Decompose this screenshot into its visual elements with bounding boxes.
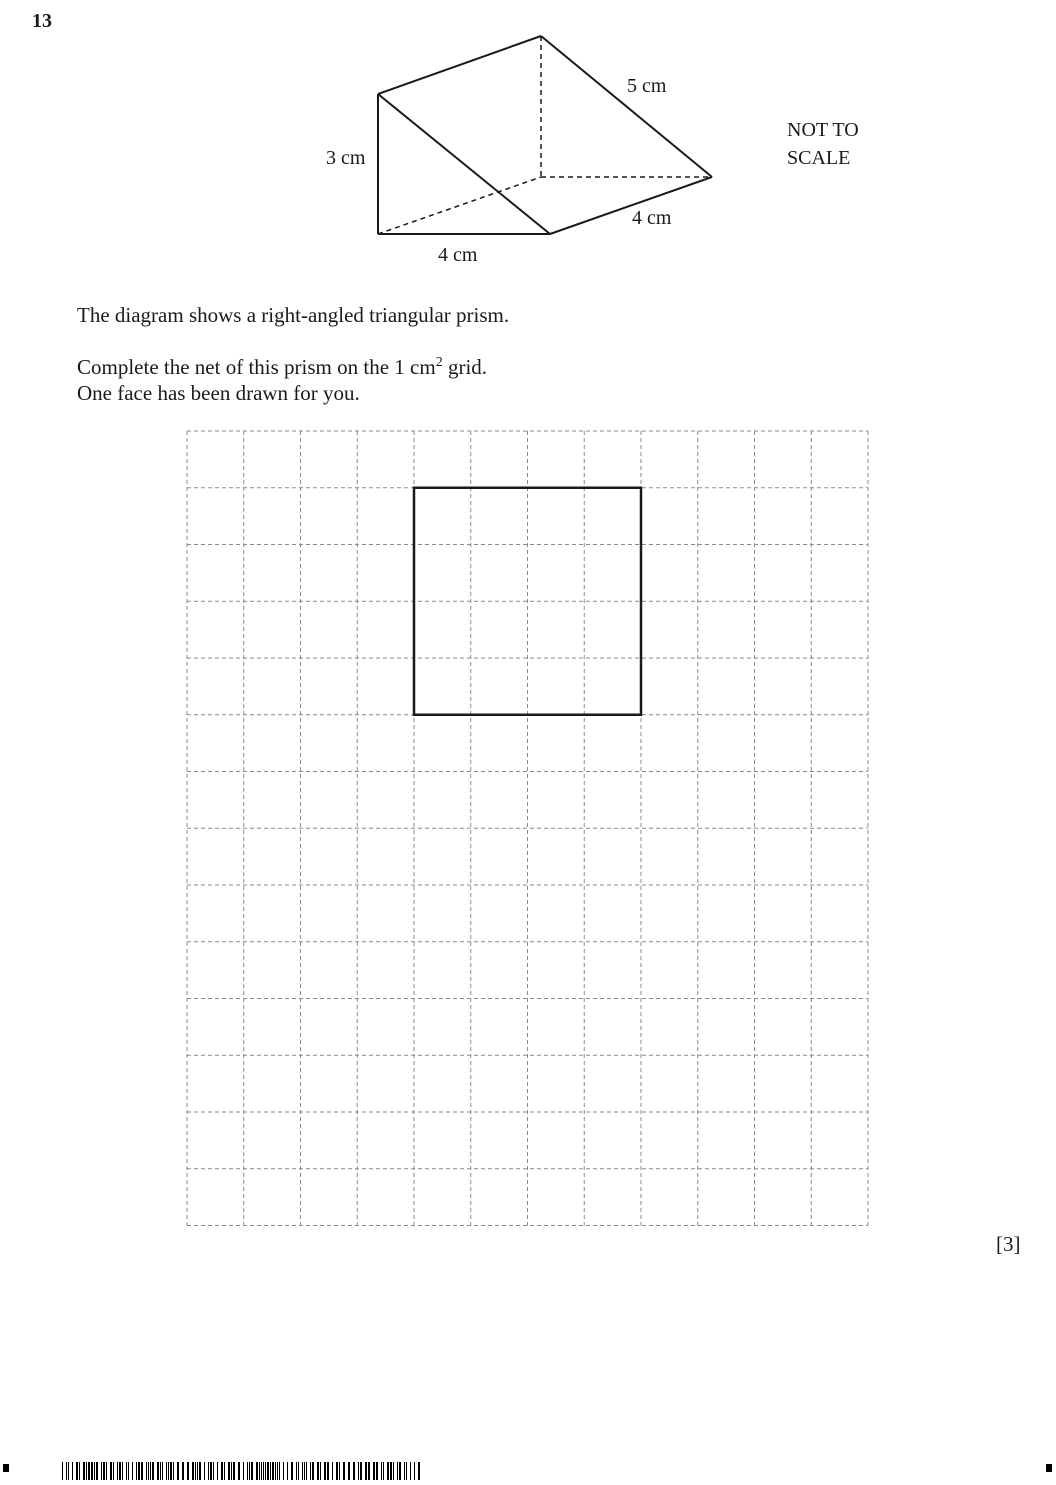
barcode-bar	[418, 1462, 420, 1480]
barcode-bar	[404, 1462, 405, 1480]
barcode-bar	[390, 1462, 392, 1480]
prism-edge-top	[378, 36, 541, 94]
not-to-scale-line1: NOT TO	[787, 119, 859, 141]
barcode-bar	[249, 1462, 250, 1480]
question-instruction	[77, 355, 487, 380]
barcode-bar	[224, 1462, 225, 1480]
barcode-bar	[279, 1462, 280, 1480]
barcode-bar	[312, 1462, 314, 1480]
label-hypotenuse: 5 cm	[627, 75, 667, 97]
barcode-bar	[263, 1462, 264, 1480]
barcode-bar	[233, 1462, 235, 1480]
barcode-bar	[103, 1462, 105, 1480]
barcode-bar	[204, 1462, 205, 1480]
barcode-bar	[302, 1462, 303, 1480]
barcode-bar	[238, 1462, 240, 1480]
barcode-bar	[106, 1462, 107, 1480]
barcode-bar	[113, 1462, 114, 1480]
not-to-scale-line2: SCALE	[787, 147, 851, 169]
barcode-bar	[217, 1462, 218, 1480]
barcode-bar	[410, 1462, 411, 1480]
barcode-bar	[192, 1462, 194, 1480]
barcode-bar	[283, 1462, 284, 1480]
barcode-bar	[291, 1462, 293, 1480]
barcode-bar	[199, 1462, 201, 1480]
barcode-bar	[150, 1462, 151, 1480]
barcode-bar	[72, 1462, 73, 1480]
barcode-bar	[259, 1462, 260, 1480]
barcode-bar	[243, 1462, 244, 1480]
barcode-bar	[383, 1462, 384, 1480]
barcode-bar	[296, 1462, 297, 1480]
barcode-bar	[397, 1462, 398, 1480]
barcode-bar	[272, 1462, 274, 1480]
barcode-bar	[177, 1462, 179, 1480]
instruction-text-end: grid.	[442, 355, 488, 379]
barcode-bar	[376, 1462, 378, 1480]
barcode-bar	[360, 1462, 362, 1480]
barcode-bar	[256, 1462, 258, 1480]
barcode-bar	[358, 1462, 359, 1480]
barcode-bar	[298, 1462, 299, 1480]
barcode-bar	[110, 1462, 112, 1480]
barcode	[62, 1462, 424, 1482]
label-height: 3 cm	[326, 147, 366, 169]
barcode-bar	[275, 1462, 276, 1480]
barcode-bar	[414, 1462, 415, 1480]
barcode-bar	[126, 1462, 127, 1480]
barcode-bar	[317, 1462, 319, 1480]
barcode-bar	[381, 1462, 382, 1480]
barcode-bar	[94, 1462, 95, 1480]
barcode-bar	[117, 1462, 118, 1480]
barcode-bar	[373, 1462, 375, 1480]
barcode-bar	[324, 1462, 326, 1480]
question-description: The diagram shows a right-angled triangular prism.	[77, 303, 510, 327]
barcode-bar	[141, 1462, 143, 1480]
barcode-bar	[119, 1462, 121, 1480]
barcode-bar	[287, 1462, 288, 1480]
barcode-bar	[160, 1462, 161, 1480]
label-depth: 4 cm	[632, 207, 672, 229]
barcode-bar	[195, 1462, 196, 1480]
registration-mark-right	[1046, 1464, 1052, 1472]
barcode-bar	[132, 1462, 133, 1480]
barcode-bar	[339, 1462, 340, 1480]
barcode-bar	[91, 1462, 93, 1480]
label-base-front: 4 cm	[438, 244, 478, 266]
registration-mark-left	[3, 1464, 9, 1472]
barcode-bar	[306, 1462, 307, 1480]
barcode-bar	[182, 1462, 184, 1480]
barcode-bar	[128, 1462, 129, 1480]
prism-diagram	[0, 0, 1056, 280]
answer-grid[interactable]	[186, 430, 870, 1228]
barcode-bar	[221, 1462, 223, 1480]
barcode-bar	[348, 1462, 350, 1480]
barcode-bar	[88, 1462, 90, 1480]
question-instruction-line2: One face has been drawn for you.	[77, 381, 360, 405]
barcode-bar	[270, 1462, 271, 1480]
barcode-bar	[146, 1462, 147, 1480]
barcode-bar	[327, 1462, 329, 1480]
barcode-bar	[387, 1462, 389, 1480]
barcode-bar	[213, 1462, 214, 1480]
barcode-bar	[247, 1462, 248, 1480]
barcode-bar	[166, 1462, 167, 1480]
barcode-bar	[365, 1462, 367, 1480]
barcode-bar	[304, 1462, 305, 1480]
barcode-bar	[173, 1462, 174, 1480]
barcode-bar	[261, 1462, 262, 1480]
barcode-bar	[86, 1462, 87, 1480]
barcode-bar	[393, 1462, 394, 1480]
barcode-bar	[353, 1462, 355, 1480]
barcode-bar	[138, 1462, 140, 1480]
barcode-bar	[343, 1462, 345, 1480]
barcode-bar	[157, 1462, 159, 1480]
not-to-scale-note	[787, 116, 859, 172]
barcode-bar	[170, 1462, 172, 1480]
barcode-bar	[101, 1462, 102, 1480]
instruction-superscript: 2	[435, 355, 443, 370]
barcode-bar	[208, 1462, 209, 1480]
barcode-bar	[406, 1462, 407, 1480]
barcode-bar	[265, 1462, 266, 1480]
barcode-bar	[122, 1462, 123, 1480]
marks-label: [3]	[996, 1232, 1021, 1256]
barcode-bar	[62, 1462, 63, 1480]
barcode-bar	[399, 1462, 401, 1480]
barcode-bar	[76, 1462, 78, 1480]
barcode-bar	[148, 1462, 149, 1480]
barcode-bar	[228, 1462, 230, 1480]
prism-edge-back-hypotenuse	[541, 36, 712, 177]
barcode-bar	[66, 1462, 67, 1480]
barcode-bar	[231, 1462, 232, 1480]
barcode-bar	[197, 1462, 198, 1480]
barcode-bar	[210, 1462, 212, 1480]
question-number: 13	[32, 10, 52, 32]
barcode-bar	[168, 1462, 169, 1480]
barcode-bar	[336, 1462, 338, 1480]
barcode-bar	[187, 1462, 189, 1480]
barcode-bar	[152, 1462, 154, 1480]
barcode-bar	[251, 1462, 253, 1480]
barcode-bar	[320, 1462, 321, 1480]
barcode-bar	[136, 1462, 137, 1480]
barcode-bar	[368, 1462, 370, 1480]
prism-edge-front-hypotenuse	[378, 94, 550, 234]
barcode-bar	[79, 1462, 80, 1480]
barcode-bar	[68, 1462, 69, 1480]
instruction-text: Complete the net of this prism on the 1 cm	[77, 355, 436, 379]
prism-edge-right-base	[550, 177, 712, 234]
barcode-bar	[310, 1462, 311, 1480]
barcode-bar	[277, 1462, 278, 1480]
barcode-bar	[96, 1462, 98, 1480]
barcode-bar	[162, 1462, 163, 1480]
barcode-bar	[83, 1462, 85, 1480]
barcode-bar	[332, 1462, 333, 1480]
barcode-bar	[267, 1462, 269, 1480]
